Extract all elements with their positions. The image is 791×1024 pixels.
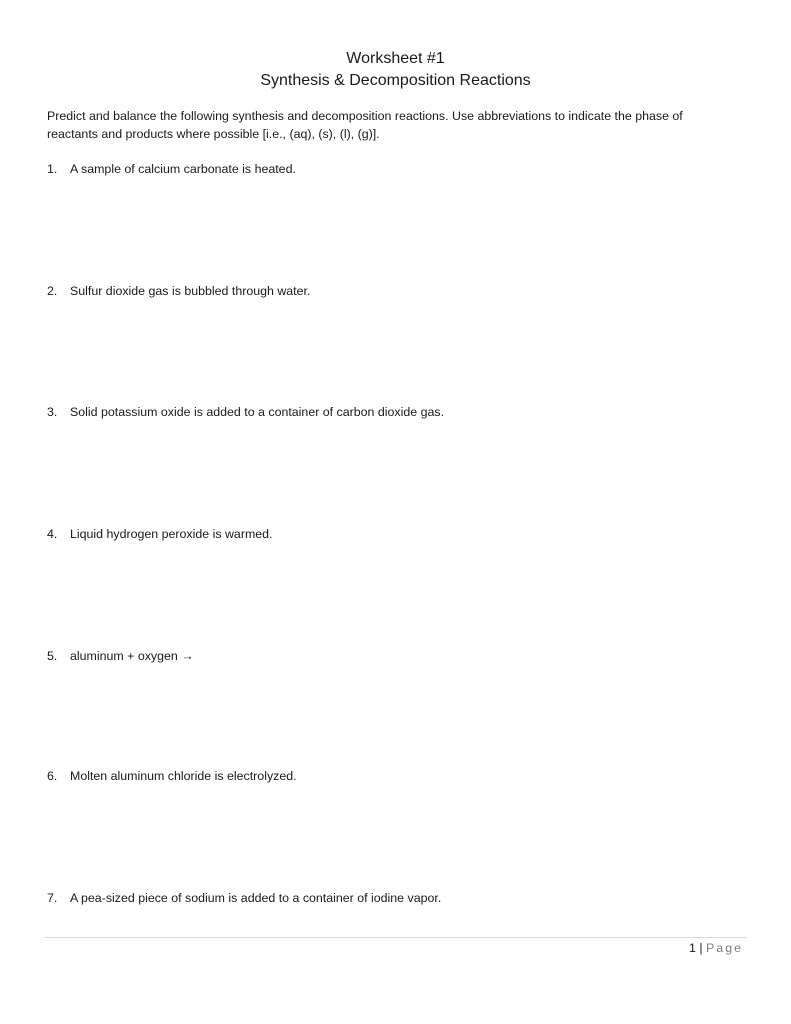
page-number: 1: [689, 941, 696, 955]
worksheet-subtitle: Synthesis & Decomposition Reactions: [260, 72, 531, 89]
footer-divider: [44, 937, 747, 938]
question-number: 2.: [47, 284, 58, 298]
question-text: Solid potassium oxide is added to a container of carbon dioxide gas.: [70, 405, 445, 419]
question-text: aluminum + oxygen →: [70, 649, 194, 663]
question-number: 5.: [47, 649, 58, 663]
question-item: [47, 403, 444, 421]
question-item: [47, 647, 194, 665]
question-item: [47, 889, 441, 907]
question-text: A sample of calcium carbonate is heated.: [70, 162, 296, 176]
question-item: [47, 525, 273, 543]
question-text: Liquid hydrogen peroxide is warmed.: [70, 527, 273, 541]
question-number: 4.: [47, 527, 58, 541]
worksheet-header: [0, 48, 791, 92]
question-number: 7.: [47, 891, 58, 905]
question-text: A pea-sized piece of sodium is added to a container of iodine vapor.: [70, 891, 442, 905]
question-number: 1.: [47, 162, 58, 176]
question-number: 6.: [47, 769, 58, 783]
page-label: Page: [706, 941, 743, 955]
instructions-paragraph: Predict and balance the following synthesis and decomposition reactions. Use abbreviations to indicate the phase of reactants and products where possible [i.e., (aq), (s), (l), (g)].: [47, 109, 683, 141]
question-text: Molten aluminum chloride is electrolyzed.: [70, 769, 297, 783]
worksheet-title: Worksheet #1: [346, 50, 445, 67]
question-number: 3.: [47, 405, 58, 419]
question-text: Sulfur dioxide gas is bubbled through water.: [70, 284, 311, 298]
question-item: [47, 282, 310, 300]
question-item: [47, 767, 297, 785]
question-item: [47, 160, 296, 178]
page-footer: [689, 939, 743, 957]
footer-separator: |: [699, 941, 703, 955]
